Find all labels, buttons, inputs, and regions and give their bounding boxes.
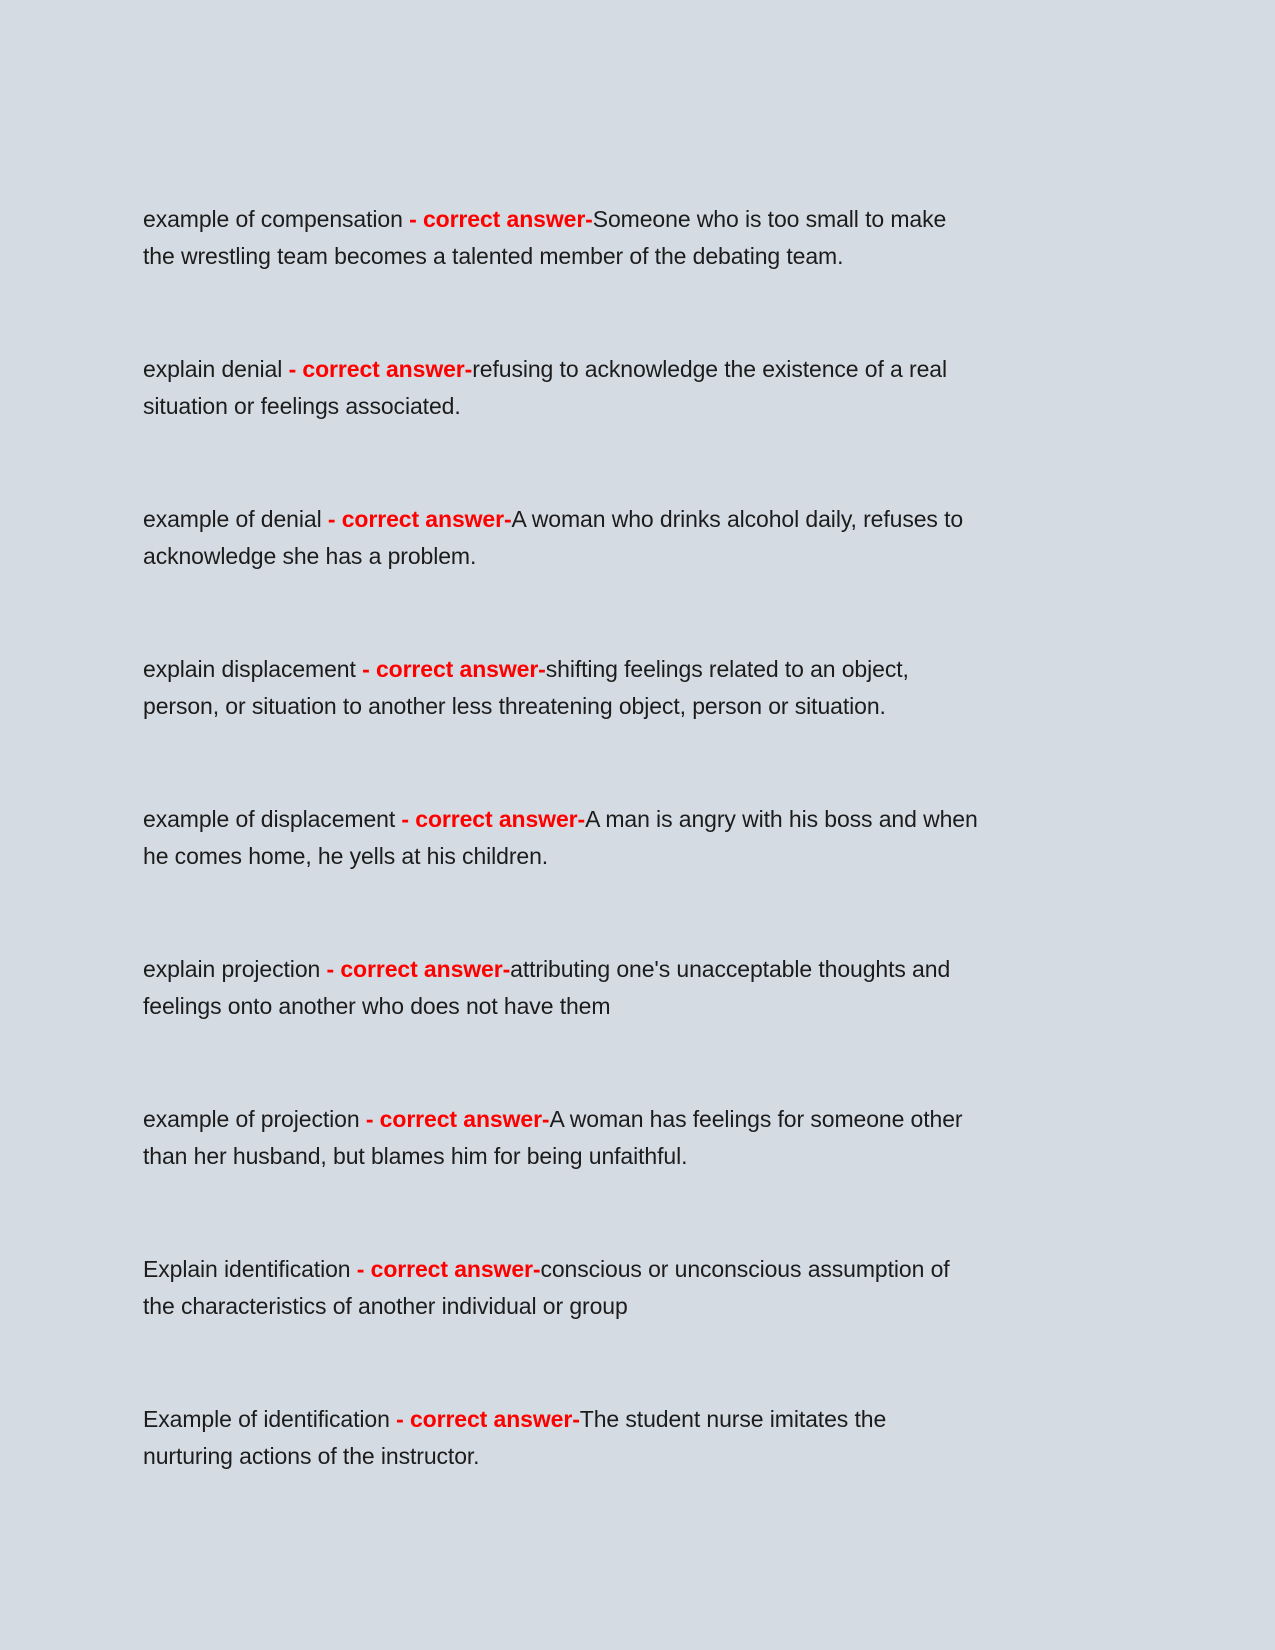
qa-line-1 [143, 951, 1137, 988]
qa-line-1 [143, 801, 1137, 838]
answer-text-line1: refusing to acknowledge the existence of a real [472, 356, 947, 382]
answer-text-line1: conscious or unconscious assumption of [540, 1256, 950, 1282]
qa-paragraph [143, 501, 1137, 575]
qa-line-1 [143, 1251, 1137, 1288]
answer-text-line2: acknowledge she has a problem. [143, 543, 477, 569]
qa-paragraph [143, 1101, 1137, 1175]
answer-text-line2: nurturing actions of the instructor. [143, 1443, 480, 1469]
answer-text-line1: A woman has feelings for someone other [549, 1106, 963, 1132]
correct-answer-marker: - correct answer- [362, 656, 546, 682]
qa-paragraph [143, 201, 1137, 275]
term-text: example of displacement [143, 806, 402, 832]
qa-line-1 [143, 1101, 1137, 1138]
qa-paragraph-list [143, 201, 1137, 1475]
answer-text-line1: attributing one's unacceptable thoughts and [510, 956, 951, 982]
correct-answer-marker: - correct answer- [396, 1406, 580, 1432]
answer-text-line2: person, or situation to another less threatening object, person or situation. [143, 693, 886, 719]
qa-line-1 [143, 651, 1137, 688]
correct-answer-marker: - correct answer- [409, 206, 593, 232]
term-text: example of projection [143, 1106, 366, 1132]
correct-answer-marker: - correct answer- [365, 1106, 550, 1132]
answer-text-line1: A man is angry with his boss and when [585, 806, 978, 832]
answer-text-line1: The student nurse imitates the [579, 1406, 887, 1432]
qa-paragraph [143, 651, 1137, 725]
correct-answer-marker: - correct answer- [401, 806, 586, 832]
qa-line-1 [143, 1401, 1137, 1438]
answer-text-line2: he comes home, he yells at his children. [143, 843, 549, 869]
term-text: explain displacement [143, 656, 363, 682]
qa-line-1 [143, 501, 1137, 538]
correct-answer-marker: - correct answer- [356, 1256, 541, 1282]
correct-answer-marker: - correct answer- [288, 356, 473, 382]
qa-line-1 [143, 351, 1137, 388]
term-text: Explain identification [143, 1256, 357, 1282]
qa-paragraph [143, 1251, 1137, 1325]
answer-text-line2: feelings onto another who does not have them [143, 993, 611, 1019]
term-text: explain projection [143, 956, 327, 982]
qa-paragraph [143, 1401, 1137, 1475]
answer-text-line1: shifting feelings related to an object, [545, 656, 909, 682]
correct-answer-marker: - correct answer- [326, 956, 511, 982]
term-text: example of compensation [143, 206, 410, 232]
term-text: example of denial [143, 506, 328, 532]
answer-text-line2: situation or feelings associated. [143, 393, 461, 419]
answer-text-line2: the characteristics of another individual or group [143, 1293, 628, 1319]
correct-answer-marker: - correct answer- [327, 506, 512, 532]
term-text: explain denial [143, 356, 289, 382]
answer-text-line2: than her husband, but blames him for being unfaithful. [143, 1143, 688, 1169]
qa-paragraph [143, 801, 1137, 875]
term-text: Example of identification [143, 1406, 397, 1432]
qa-line-1 [143, 201, 1137, 238]
answer-text-line1: A woman who drinks alcohol daily, refuses to [511, 506, 964, 532]
qa-paragraph [143, 951, 1137, 1025]
qa-paragraph [143, 351, 1137, 425]
answer-text-line2: the wrestling team becomes a talented member of the debating team. [143, 243, 844, 269]
answer-text-line1: Someone who is too small to make [592, 206, 947, 232]
